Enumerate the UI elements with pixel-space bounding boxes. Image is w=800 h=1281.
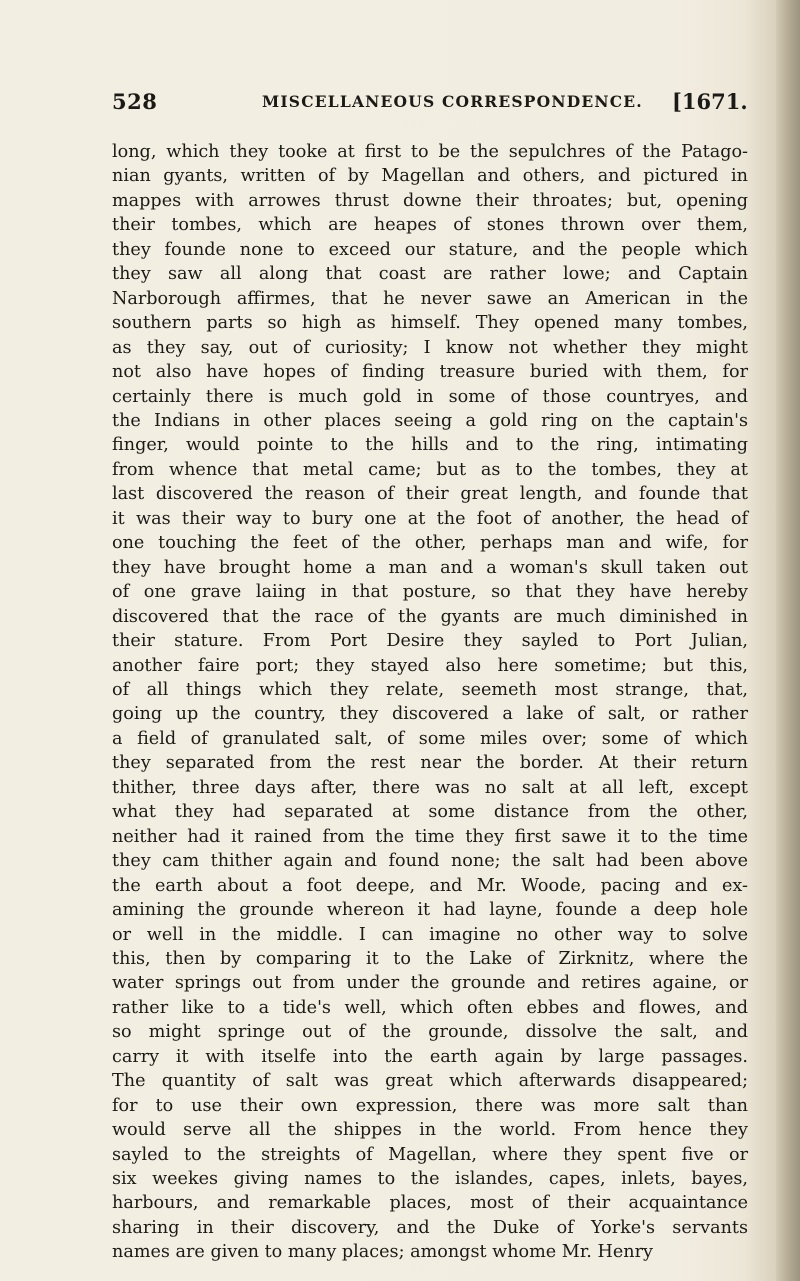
text-line: as they say, out of curiosity; I know not whether they might bbox=[112, 337, 748, 358]
text-line: their stature. From Port Desire they sayled to Port Julian, bbox=[112, 631, 748, 652]
text-line: long, which they tooke at first to be the sepulchres of the Patago- bbox=[112, 142, 748, 162]
text-line: going up the country, they discovered a lake of salt, or rather bbox=[112, 704, 748, 725]
text-line: nian gyants, written of by Magellan and others, and pictured in bbox=[112, 166, 748, 187]
page-edge-shadow bbox=[776, 0, 800, 1281]
text-line: the Indians in other places seeing a gold ring on the captain's bbox=[112, 410, 748, 431]
text-line: they saw all along that coast are rather lowe; and Captain bbox=[112, 264, 748, 285]
text-line: for to use their own expression, there was more salt than bbox=[112, 1095, 748, 1116]
text-line: from whence that metal came; but as to the tombes, they at bbox=[112, 459, 748, 480]
running-title: MISCELLANEOUS CORRESPONDENCE. bbox=[262, 92, 643, 111]
text-line: Narborough affirmes, that he never sawe an American in the bbox=[112, 288, 748, 309]
text-line: not also have hopes of finding treasure buried with them, for bbox=[112, 362, 748, 383]
text-line: their tombes, which are heapes of stones thrown over them, bbox=[112, 215, 748, 236]
text-line: what they had separated at some distance from the other, bbox=[112, 802, 748, 823]
text-line: neither had it rained from the time they first sawe it to the time bbox=[112, 826, 748, 847]
text-line: amining the grounde whereon it had layne, founde a deep hole bbox=[112, 900, 748, 921]
text-line: of one grave laiing in that posture, so that they have hereby bbox=[112, 582, 748, 603]
text-line: last discovered the reason of their great length, and founde that bbox=[112, 484, 748, 505]
text-line: sayled to the streights of Magellan, where they spent five or bbox=[112, 1144, 748, 1165]
text-line: thither, three days after, there was no salt at all left, except bbox=[112, 777, 748, 798]
text-line: discovered that the race of the gyants are much diminished in bbox=[112, 606, 748, 627]
text-line: rather like to a tide's well, which often ebbes and flowes, and bbox=[112, 997, 748, 1018]
text-line: they separated from the rest near the border. At their return bbox=[112, 753, 748, 774]
text-line: of all things which they relate, seemeth most strange, that, bbox=[112, 679, 748, 700]
text-line: The quantity of salt was great which afterwards disappeared; bbox=[112, 1071, 748, 1092]
text-line: or well in the middle. I can imagine no other way to solve bbox=[112, 924, 748, 945]
text-line: sharing in their discovery, and the Duke of Yorke's servants bbox=[112, 1217, 748, 1238]
text-line: they cam thither again and found none; the salt had been above bbox=[112, 851, 748, 872]
text-line: finger, would pointe to the hills and to the ring, intimating bbox=[112, 435, 748, 456]
text-line: carry it with itselfe into the earth again by large passages. bbox=[112, 1046, 748, 1067]
text-line: would serve all the shippes in the world. From hence they bbox=[112, 1120, 748, 1141]
text-line: certainly there is much gold in some of those countryes, and bbox=[112, 386, 748, 407]
page-header bbox=[112, 89, 748, 119]
page-number: 528 bbox=[112, 89, 158, 114]
text-line: the earth about a foot deepe, and Mr. Woode, pacing and ex- bbox=[112, 875, 748, 896]
text-line: it was their way to bury one at the foot of another, the head of bbox=[112, 508, 748, 529]
text-line: water springs out from under the grounde and retires againe, or bbox=[112, 973, 748, 994]
text-line: one touching the feet of the other, perhaps man and wife, for bbox=[112, 533, 748, 554]
text-line: southern parts so high as himself. They opened many tombes, bbox=[112, 313, 748, 334]
year-marker: [1671. bbox=[672, 89, 748, 114]
body-text bbox=[112, 140, 748, 1265]
text-line: a field of granulated salt, of some miles over; some of which bbox=[112, 728, 748, 749]
text-line: names are given to many places; amongst whome Mr. Henry bbox=[112, 1242, 653, 1263]
text-line: another faire port; they stayed also here sometime; but this, bbox=[112, 655, 748, 676]
text-line: mappes with arrowes thrust downe their throates; but, opening bbox=[112, 190, 748, 211]
text-line: they founde none to exceed our stature, and the people which bbox=[112, 239, 748, 260]
text-line: this, then by comparing it to the Lake of Zirknitz, where the bbox=[112, 948, 748, 969]
text-line: so might springe out of the grounde, dissolve the salt, and bbox=[112, 1022, 748, 1043]
text-line: they have brought home a man and a woman's skull taken out bbox=[112, 557, 748, 578]
text-line: six weekes giving names to the islandes, capes, inlets, bayes, bbox=[112, 1169, 748, 1190]
text-line: harbours, and remarkable places, most of their acquaintance bbox=[112, 1193, 748, 1214]
